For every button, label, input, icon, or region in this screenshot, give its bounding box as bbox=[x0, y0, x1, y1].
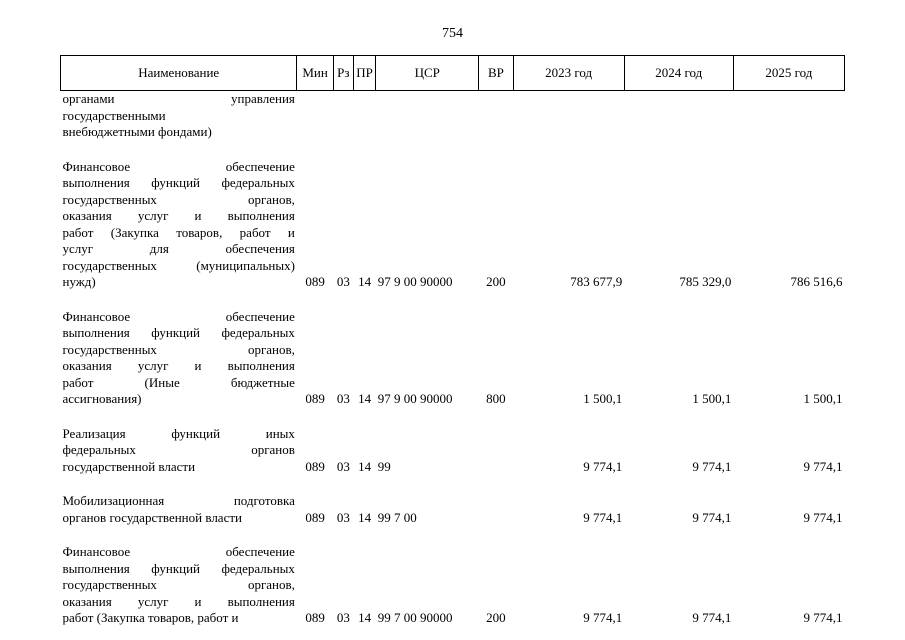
name-line: нужд) bbox=[62, 274, 96, 289]
cell-2023 bbox=[513, 91, 624, 141]
cell-vr bbox=[479, 408, 513, 476]
name-word: органов, bbox=[247, 577, 295, 592]
cell-min: 089 bbox=[305, 458, 325, 474]
cell-2023: 783 677,9 bbox=[570, 274, 623, 289]
name-word: федеральных bbox=[221, 325, 295, 340]
cell-min: 089 bbox=[305, 610, 325, 625]
cell-min: 089 bbox=[305, 274, 325, 289]
name-word: выполнения bbox=[62, 325, 130, 340]
name-line bbox=[63, 358, 295, 375]
cell-2024: 9 774,1 bbox=[692, 458, 732, 474]
table-row bbox=[61, 526, 845, 627]
name-word: Мобилизационная bbox=[62, 493, 165, 508]
name-word: государственных bbox=[62, 191, 157, 207]
name-line bbox=[63, 159, 295, 176]
cell-2025: 786 516,6 bbox=[790, 274, 843, 289]
name-word: бюджетные bbox=[230, 374, 295, 390]
name-word: функций bbox=[151, 325, 201, 340]
cell-vr: 200 bbox=[486, 610, 506, 625]
name-word: работ bbox=[62, 374, 94, 390]
cell-rz: 03 bbox=[336, 610, 350, 625]
cell-vr bbox=[479, 475, 513, 526]
name-line bbox=[63, 309, 295, 326]
name-word: органов, bbox=[247, 341, 295, 357]
cell-2023: 1 500,1 bbox=[583, 391, 623, 406]
name-word: услуг bbox=[137, 593, 169, 609]
cell-rz: 03 bbox=[336, 509, 350, 525]
name-line bbox=[63, 208, 295, 225]
name-word: обеспечение bbox=[225, 544, 295, 559]
name-line bbox=[63, 91, 295, 108]
name-word: функций bbox=[151, 175, 201, 190]
cell-rz: 03 bbox=[336, 458, 350, 474]
name-word: федеральных bbox=[221, 560, 295, 576]
cell-csr: 97 9 00 90000 bbox=[377, 391, 453, 406]
table-row bbox=[61, 141, 845, 291]
page-number: 754 bbox=[442, 26, 463, 41]
table-body bbox=[61, 91, 845, 627]
name-word: государственных bbox=[62, 257, 157, 273]
cell-2023: 9 774,1 bbox=[583, 610, 623, 625]
name-line bbox=[63, 493, 295, 510]
name-word: Финансовое bbox=[62, 158, 131, 174]
header-vr: ВР bbox=[479, 56, 513, 91]
name-word: федеральных bbox=[62, 442, 136, 457]
cell-rz: 03 bbox=[336, 274, 350, 289]
cell-2024: 9 774,1 bbox=[692, 610, 732, 625]
name-word: (Закупка bbox=[110, 224, 159, 240]
cell-pr bbox=[353, 91, 375, 141]
cell-2024: 1 500,1 bbox=[692, 391, 732, 406]
name-line: ассигнования) bbox=[62, 391, 142, 406]
cell-csr: 99 bbox=[377, 458, 391, 474]
name-word: Финансовое bbox=[62, 308, 131, 324]
table-header bbox=[61, 56, 845, 91]
name-word: услуг bbox=[137, 358, 169, 373]
name-word: обеспечение bbox=[225, 308, 295, 324]
name-word: функций bbox=[151, 560, 201, 576]
name-word: работ bbox=[62, 224, 94, 240]
name-word: федеральных bbox=[221, 175, 295, 190]
header-2025: 2025 год bbox=[733, 56, 844, 91]
cell-2023: 9 774,1 bbox=[583, 509, 623, 525]
name-line bbox=[63, 175, 295, 192]
cell-csr: 99 7 00 90000 bbox=[377, 610, 453, 625]
cell-min bbox=[297, 91, 333, 141]
cell-name bbox=[61, 526, 297, 627]
name-word: обеспечение bbox=[225, 158, 295, 174]
name-word: Реализация bbox=[62, 425, 126, 441]
name-word: подготовка bbox=[233, 493, 295, 508]
cell-min: 089 bbox=[305, 391, 325, 406]
cell-name bbox=[61, 291, 297, 408]
name-word: государственных bbox=[62, 341, 157, 357]
cell-2025: 9 774,1 bbox=[803, 509, 843, 525]
name-line bbox=[63, 375, 295, 392]
name-word: оказания bbox=[62, 358, 112, 373]
table-row bbox=[61, 475, 845, 526]
name-line: государственными bbox=[62, 107, 166, 123]
name-word: выполнения bbox=[227, 358, 295, 373]
cell-pr: 14 bbox=[358, 391, 372, 406]
header-csr: ЦСР bbox=[376, 56, 479, 91]
cell-pr: 14 bbox=[358, 509, 372, 525]
name-word: и bbox=[287, 224, 295, 240]
name-line bbox=[63, 442, 295, 459]
cell-min: 089 bbox=[305, 509, 325, 525]
name-word: (муниципальных) bbox=[196, 257, 295, 273]
name-word: органов bbox=[251, 442, 295, 457]
name-line: работ (Закупка товаров, работ и bbox=[62, 610, 239, 625]
cell-rz bbox=[333, 91, 353, 141]
name-word: товаров, bbox=[176, 224, 223, 240]
cell-2025: 1 500,1 bbox=[803, 391, 843, 406]
table-row bbox=[61, 408, 845, 476]
name-word: органами bbox=[62, 91, 115, 106]
cell-2024: 785 329,0 bbox=[679, 274, 732, 289]
budget-table bbox=[60, 55, 845, 627]
name-word: выполнения bbox=[227, 593, 295, 609]
cell-name bbox=[61, 91, 297, 141]
name-word: и bbox=[194, 593, 202, 609]
name-line bbox=[63, 241, 295, 258]
name-line bbox=[63, 544, 295, 561]
cell-vr: 200 bbox=[486, 274, 506, 289]
name-line bbox=[63, 577, 295, 594]
header-pr: ПР bbox=[353, 56, 375, 91]
name-line bbox=[63, 258, 295, 275]
cell-vr bbox=[479, 91, 513, 141]
cell-csr: 97 9 00 90000 bbox=[377, 274, 453, 289]
name-word: услуг bbox=[137, 208, 169, 223]
cell-pr: 14 bbox=[358, 610, 372, 625]
name-line bbox=[63, 342, 295, 359]
name-word: государственных bbox=[62, 577, 157, 592]
cell-name bbox=[61, 408, 297, 476]
name-line: органов государственной власти bbox=[62, 509, 242, 525]
name-line bbox=[63, 325, 295, 342]
cell-rz: 03 bbox=[336, 391, 350, 406]
name-word: оказания bbox=[62, 593, 112, 609]
name-word: Финансовое bbox=[62, 544, 131, 559]
name-word: для bbox=[149, 241, 169, 256]
table-row bbox=[61, 91, 845, 141]
name-word: обеспечения bbox=[225, 241, 295, 256]
name-word: и bbox=[194, 358, 202, 373]
name-word: работ bbox=[239, 224, 271, 240]
name-line bbox=[63, 225, 295, 242]
cell-2025 bbox=[733, 91, 844, 141]
name-word: функций bbox=[171, 425, 221, 441]
name-line bbox=[63, 426, 295, 443]
name-word: и bbox=[194, 208, 202, 223]
name-word: выполнения bbox=[62, 560, 130, 576]
header-rz: Рз bbox=[333, 56, 353, 91]
cell-pr: 14 bbox=[358, 274, 372, 289]
name-word: оказания bbox=[62, 208, 112, 223]
name-line bbox=[63, 594, 295, 611]
cell-name bbox=[61, 475, 297, 526]
table-row bbox=[61, 291, 845, 408]
cell-2023: 9 774,1 bbox=[583, 458, 623, 474]
cell-csr: 99 7 00 bbox=[377, 509, 417, 525]
name-word: иных bbox=[265, 425, 295, 441]
header-2023: 2023 год bbox=[513, 56, 624, 91]
cell-vr: 800 bbox=[486, 391, 506, 406]
name-word: органов, bbox=[247, 191, 295, 207]
name-word: управления bbox=[231, 91, 295, 106]
header-2024: 2024 год bbox=[624, 56, 733, 91]
cell-2024 bbox=[624, 91, 733, 141]
cell-name bbox=[61, 141, 297, 291]
name-word: (Иные bbox=[144, 374, 180, 390]
name-word: услуг bbox=[62, 241, 94, 256]
name-line: государственной власти bbox=[62, 458, 196, 474]
cell-2025: 9 774,1 bbox=[803, 458, 843, 474]
name-word: выполнения bbox=[62, 175, 130, 190]
name-word: выполнения bbox=[227, 208, 295, 223]
name-line bbox=[63, 561, 295, 578]
name-line bbox=[63, 192, 295, 209]
name-line: внебюджетными фондами) bbox=[62, 124, 212, 139]
header-min: Мин bbox=[297, 56, 333, 91]
cell-2025: 9 774,1 bbox=[803, 610, 843, 625]
header-name: Наименование bbox=[61, 56, 297, 91]
cell-csr bbox=[376, 91, 479, 141]
cell-pr: 14 bbox=[358, 458, 372, 474]
cell-2024: 9 774,1 bbox=[692, 509, 732, 525]
